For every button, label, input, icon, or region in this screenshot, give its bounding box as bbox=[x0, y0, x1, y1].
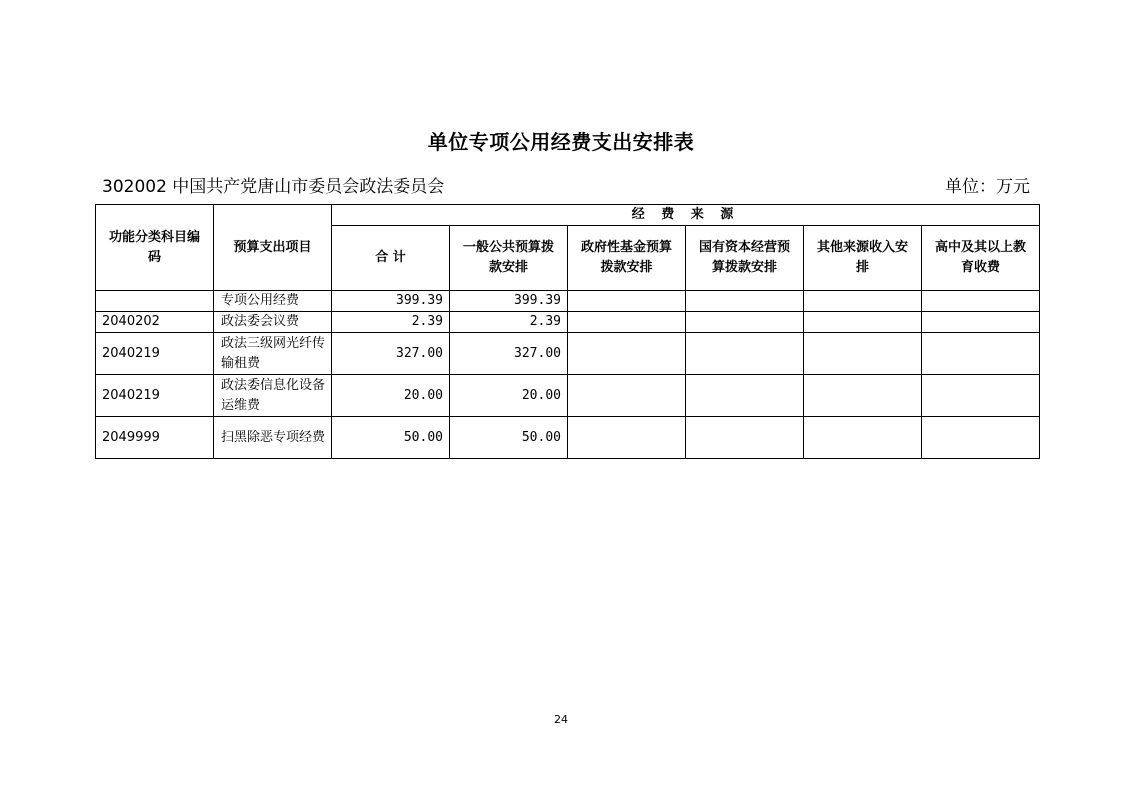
cell-state-capital bbox=[686, 312, 804, 333]
cell-item: 专项公用经费 bbox=[214, 291, 332, 312]
cell-general-budget: 20.00 bbox=[450, 375, 568, 417]
table-row bbox=[96, 375, 1040, 417]
cell-item: 政法三级网光纤传输租费 bbox=[214, 333, 332, 375]
cell-state-capital bbox=[686, 375, 804, 417]
cell-code bbox=[96, 291, 214, 312]
cell-total: 2.39 bbox=[332, 312, 450, 333]
cell-other-income bbox=[804, 291, 922, 312]
cell-gov-fund bbox=[568, 417, 686, 459]
header-item: 预算支出项目 bbox=[214, 205, 332, 291]
page-number: 24 bbox=[554, 713, 568, 726]
cell-other-income bbox=[804, 417, 922, 459]
header-code: 功能分类科目编码 bbox=[96, 205, 214, 291]
header-general-budget: 一般公共预算拨款安排 bbox=[450, 226, 568, 291]
cell-state-capital bbox=[686, 417, 804, 459]
cell-state-capital bbox=[686, 333, 804, 375]
cell-higher-edu-fee bbox=[922, 375, 1040, 417]
unit-label: 单位：万元 bbox=[945, 177, 1030, 197]
table-row bbox=[96, 333, 1040, 375]
cell-code: 2049999 bbox=[96, 417, 214, 459]
cell-other-income bbox=[804, 312, 922, 333]
cell-code: 2040219 bbox=[96, 375, 214, 417]
cell-gov-fund bbox=[568, 291, 686, 312]
table-row bbox=[96, 291, 1040, 312]
cell-item: 政法委信息化设备运维费 bbox=[214, 375, 332, 417]
unit-name: 302002 中国共产党唐山市委员会政法委员会 bbox=[102, 177, 445, 197]
cell-other-income bbox=[804, 333, 922, 375]
cell-gov-fund bbox=[568, 333, 686, 375]
cell-item: 扫黑除恶专项经费 bbox=[214, 417, 332, 459]
header-state-capital: 国有资本经营预算拨款安排 bbox=[686, 226, 804, 291]
cell-higher-edu-fee bbox=[922, 333, 1040, 375]
header-higher-edu-fee: 高中及其以上教育收费 bbox=[922, 226, 1040, 291]
cell-gov-fund bbox=[568, 375, 686, 417]
cell-general-budget: 327.00 bbox=[450, 333, 568, 375]
expense-table bbox=[95, 204, 1040, 459]
table-row bbox=[96, 312, 1040, 333]
header-gov-fund: 政府性基金预算拨款安排 bbox=[568, 226, 686, 291]
cell-general-budget: 2.39 bbox=[450, 312, 568, 333]
header-other-income: 其他来源收入安排 bbox=[804, 226, 922, 291]
cell-code: 2040219 bbox=[96, 333, 214, 375]
header-total: 合 计 bbox=[332, 226, 450, 291]
header-row-1 bbox=[96, 205, 1040, 226]
cell-general-budget: 50.00 bbox=[450, 417, 568, 459]
cell-total: 50.00 bbox=[332, 417, 450, 459]
cell-higher-edu-fee bbox=[922, 417, 1040, 459]
cell-total: 399.39 bbox=[332, 291, 450, 312]
cell-general-budget: 399.39 bbox=[450, 291, 568, 312]
cell-higher-edu-fee bbox=[922, 312, 1040, 333]
header-sources: 经 费 来 源 bbox=[332, 205, 1040, 226]
cell-other-income bbox=[804, 375, 922, 417]
cell-gov-fund bbox=[568, 312, 686, 333]
page-title: 单位专项公用经费支出安排表 bbox=[427, 130, 695, 154]
cell-code: 2040202 bbox=[96, 312, 214, 333]
cell-state-capital bbox=[686, 291, 804, 312]
cell-total: 20.00 bbox=[332, 375, 450, 417]
table-row bbox=[96, 417, 1040, 459]
cell-total: 327.00 bbox=[332, 333, 450, 375]
cell-item: 政法委会议费 bbox=[214, 312, 332, 333]
cell-higher-edu-fee bbox=[922, 291, 1040, 312]
